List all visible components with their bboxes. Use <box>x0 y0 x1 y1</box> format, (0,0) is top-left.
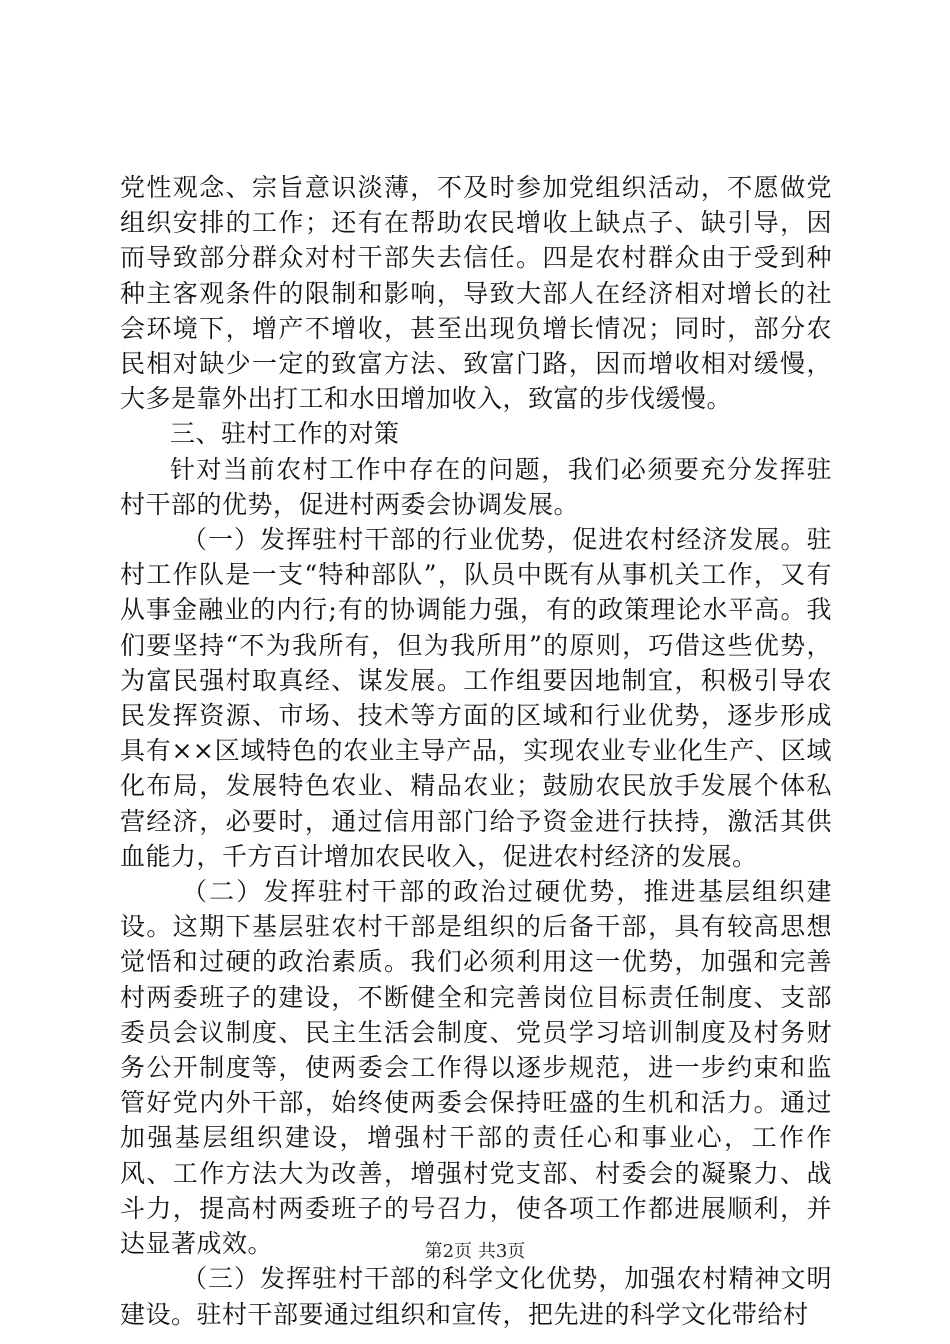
page-footer: 第2页 共3页 <box>424 1241 526 1262</box>
paragraph-intro: 针对当前农村工作中存在的问题，我们必须要充分发挥驻村干部的优势，促进村两委会协调发展。 <box>120 454 832 519</box>
paragraph-item-3: （三）发挥驻村干部的科学文化优势，加强农村精神文明建设。驻村干部要通过组织和宣传，把先进的科学文化带给村 <box>120 1264 832 1329</box>
paragraph-item-2: （二）发挥驻村干部的政治过硬优势，推进基层组织建设。这期下基层驻农村干部是组织的后备干部，具有较高思想觉悟和过硬的政治素质。我们必须利用这一优势，加强和完善村两委班子的建设，不断健全和完善岗位目标责任制度、支部委员会议制度、民主生活会制度、党员学习培训制度及村务财务公开制度等，使两委会工作得以逐步规范，进一步约束和监管好党内外干部，始终使两委会保持旺盛的生机和活力。通过加强基层组织建设，增强村干部的责任心和事业心，工作作风、工作方法大为改善，增强村党支部、村委会的凝聚力、战斗力，提高村两委班子的号召力，使各项工作都进展顺利，并达显著成效。 <box>120 877 832 1259</box>
section-heading: 三、驻村工作的对策 <box>170 419 400 449</box>
paragraph-item-1: （一）发挥驻村干部的行业优势，促进农村经济发展。驻村工作队是一支“特种部队”，队员中既有从事机关工作，又有从事金融业的内行;有的协调能力强，有的政策理论水平高。我们要坚持“不为我所有，但为我所用”的原则，巧借这些优势，为富民强村取真经、谋发展。工作组要因地制宜，积极引导农民发挥资源、市场、技术等方面的区域和行业优势，逐步形成具有××区域特色的农业主导产品，实现农业专业化生产、区域化布局，发展特色农业、精品农业；鼓励农民放手发展个体私营经济，必要时，通过信用部门给予资金进行扶持，激活其供血能力，千方百计增加农民收入，促进农村经济的发展。 <box>120 525 832 871</box>
document-body <box>120 170 832 1332</box>
paragraph-continued: 党性观念、宗旨意识淡薄，不及时参加党组织活动，不愿做党组织安排的工作；还有在帮助农民增收上缺点子、缺引导，因而导致部分群众对村干部失去信任。四是农村群众由于受到种种主客观条件的限制和影响，导致大部人在经济相对增长的社会环境下，增产不增收，甚至出现负增长情况；同时，部分农民相对缺少一定的致富方法、致富门路，因而增收相对缓慢，大多是靠外出打工和水田增加收入，致富的步伐缓慢。 <box>120 173 832 414</box>
